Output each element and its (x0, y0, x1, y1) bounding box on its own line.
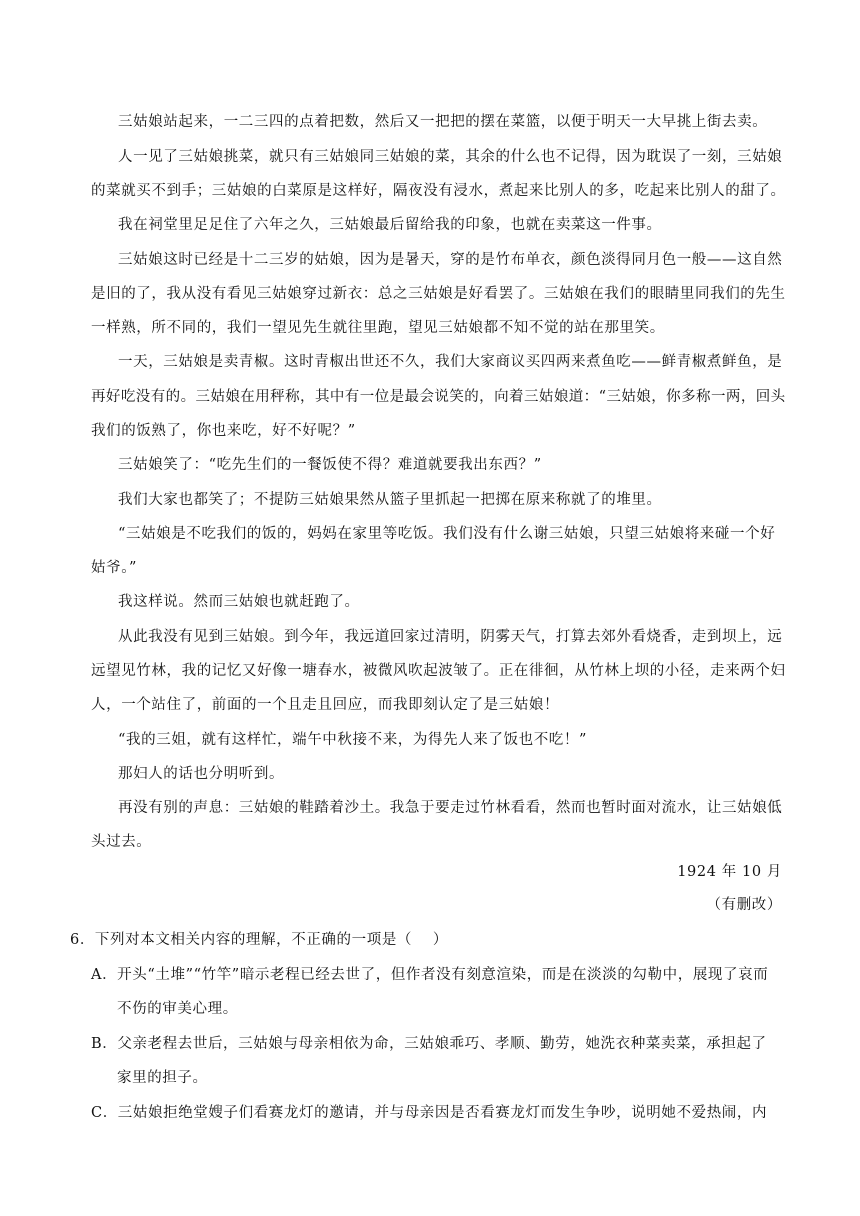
text-line: 从此我没有见到三姑娘。到今年，我远道回家过清明，阴雾天气，打算去郊外看烧香，走到坝上，远 (118, 629, 783, 645)
text-line: 那妇人的话也分明听到。 (118, 766, 285, 782)
text-line: 再好吃没有的。三姑娘在用秤称，其中有一位是最会说笑的，向着三姑娘道：“三姑娘，你多称一两，回头 (91, 389, 786, 405)
text-line: 远望见竹林，我的记忆又好像一塘春水，被微风吹起波皱了。正在徘徊，从竹林上坝的小径，走来两个妇 (91, 663, 786, 679)
option-a-continued: 不伤的审美心理。 (117, 1001, 238, 1017)
text-line: 我在祠堂里足足住了六年之久，三姑娘最后留给我的印象，也就在卖菜这一件事。 (118, 217, 662, 233)
text-line: 再没有别的声息：三姑娘的鞋踏着沙土。我急于要走过竹林看看，然而也暂时面对流水，让三姑娘低 (118, 800, 783, 816)
option-c: C．三姑娘拒绝堂嫂子们看赛龙灯的邀请，并与母亲因是否看赛龙灯而发生争吵，说明她不爱热闹，内 (91, 1105, 768, 1121)
text-line: 头过去。 (91, 834, 152, 850)
text-line: “三姑娘是不吃我们的饭的，妈妈在家里等吃饭。我们没有什么谢三姑娘，只望三姑娘将来碰一个好 (118, 526, 776, 542)
text-line: 一样熟，所不同的，我们一望见先生就往里跑，望见三姑娘都不知不觉的站在那里笑。 (91, 320, 665, 336)
text-line: 姑爷。” (91, 560, 138, 576)
date-line: 1924 年 10 月 (677, 864, 782, 880)
text-line: 我们大家也都笑了；不提防三姑娘果然从篮子里抓起一把掷在原来称就了的堆里。 (118, 492, 662, 508)
text-line: 我这样说。然而三姑娘也就赶跑了。 (118, 594, 360, 610)
text-line: 的菜就买不到手；三姑娘的白菜原是这样好，隔夜没有浸水，煮起来比别人的多，吃起来比别人的甜了。 (91, 183, 786, 199)
option-a: A．开头“土堆”“竹竿”暗示老程已经去世了，但作者没有刻意渲染，而是在淡淡的勾勒中，展现了哀而 (91, 967, 769, 983)
text-line: 三姑娘这时已经是十二三岁的姑娘，因为是暑天，穿的是竹布单衣，颜色淡得同月色一般——这自然 (118, 252, 783, 268)
option-b-continued: 家里的担子。 (117, 1070, 208, 1086)
text-line: 我们的饭熟了，你也来吃，好不好呢？” (91, 423, 356, 439)
text-line: 一天，三姑娘是卖青椒。这时青椒出世还不久，我们大家商议买四两来煮鱼吃——鲜青椒煮鲜鱼，是 (118, 354, 783, 370)
text-line: 是旧的了，我从没有看见三姑娘穿过新衣：总之三姑娘是好看罢了。三姑娘在我们的眼睛里同我们的先生 (91, 286, 786, 302)
question-stem: 6．下列对本文相关内容的理解，不正确的一项是（ ） (70, 932, 448, 948)
option-b: B．父亲老程去世后，三姑娘与母亲相依为命，三姑娘乖巧、孝顺、勤劳，她洗衣种菜卖菜，承担起了 (91, 1036, 767, 1052)
text-line: 三姑娘笑了：“吃先生们的一餐饭使不得？难道就要我出东西？” (118, 457, 542, 473)
source-note: （有删改） (706, 897, 782, 913)
text-line: “我的三姐，就有这样忙，端午中秋接不来，为得先人来了饭也不吃！” (118, 732, 588, 748)
text-line: 人，一个站住了，前面的一个且走且回应，而我即刻认定了是三姑娘！ (91, 697, 560, 713)
text-line: 人一见了三姑娘挑菜，就只有三姑娘同三姑娘的菜，其余的什么也不记得，因为耽误了一刻，三姑娘 (118, 149, 783, 165)
text-line: 三姑娘站起来，一二三四的点着把数，然后又一把把的摆在菜篮，以便于明天一大早挑上街去卖。 (118, 114, 768, 130)
